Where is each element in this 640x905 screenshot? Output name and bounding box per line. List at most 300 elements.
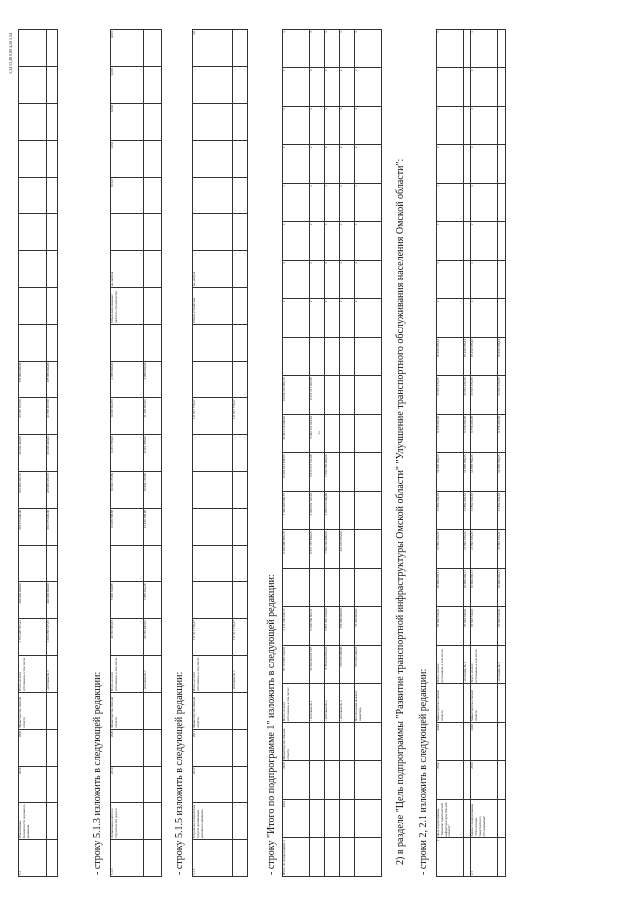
table-cell	[47, 140, 58, 177]
table-row	[324, 30, 339, 877]
table-cell: 1,063	[111, 140, 144, 177]
table-cell: 2020	[283, 761, 310, 800]
table-cell: 10 027	[111, 177, 144, 214]
table-cell: кв. метров	[111, 251, 144, 288]
table-cell	[309, 761, 324, 800]
table-cell: Организация работ по строительству дороги	[111, 803, 144, 840]
table-cell	[340, 761, 355, 800]
table-cell	[355, 376, 382, 415]
table-cell: х	[355, 30, 382, 69]
table-cell	[232, 361, 247, 398]
table-cell	[340, 800, 355, 839]
table-cell	[232, 435, 247, 472]
table-cell: 9 779 245,68	[437, 415, 464, 454]
table-cell: 21 892 333,33	[471, 530, 498, 569]
table-row-5-1	[8, 29, 58, 877]
table-cell	[47, 324, 58, 361]
table-row	[437, 30, 464, 877]
table-cell: 2014	[283, 800, 310, 839]
table-cell: х	[309, 222, 324, 261]
table-cell: 111 817 779,27	[232, 398, 247, 435]
table-cell	[232, 766, 247, 803]
table-cell: 1 600 794 998,00	[324, 530, 339, 569]
table-cell: 53 362 966 811,07	[309, 646, 324, 685]
table-cell: х	[283, 222, 310, 261]
table-cell	[111, 324, 144, 361]
table-cell: х	[471, 222, 498, 261]
table-row	[355, 30, 382, 877]
table-cell: 43 795 107,80	[19, 398, 47, 435]
table-5-1	[18, 29, 58, 877]
table-cell	[355, 569, 382, 608]
table-cell: 0,003	[111, 103, 144, 140]
table-cell	[47, 803, 58, 840]
table-cell: Министерство Омской области	[471, 684, 498, 723]
table-cell: 8 992 237 041,44	[309, 415, 324, 454]
table-cell	[232, 545, 247, 582]
table-cell: 11 892 333,33	[498, 492, 506, 531]
table-cell	[232, 472, 247, 509]
table-cell	[232, 840, 247, 877]
table-cell	[143, 692, 161, 729]
table-cell	[232, 67, 247, 104]
table-cell	[47, 67, 58, 104]
table-cell: х	[437, 107, 464, 146]
table-cell: 2017	[193, 729, 233, 766]
table-cell	[498, 261, 506, 300]
table-cell: х	[471, 107, 498, 146]
table-cell: 235 996 335,72	[19, 472, 47, 509]
table-cell	[232, 177, 247, 214]
table-cell: 2020	[471, 723, 498, 762]
table-cell: 9 779 245,68	[471, 415, 498, 454]
table-cell	[143, 67, 161, 104]
table-cell: 2017	[193, 766, 233, 803]
table-cell	[498, 145, 506, 184]
table-cell: х	[340, 184, 355, 223]
table-cell	[193, 324, 233, 361]
table-cell	[232, 214, 247, 251]
table-cell	[340, 376, 355, 415]
table-cell: х	[340, 68, 355, 107]
table-cell: 2 867 305 353,09	[324, 607, 339, 646]
table-cell: 111 817 779,27	[193, 619, 233, 656]
table-cell: 97 693 634,01	[463, 607, 471, 646]
caption-5-1-3: - строку 5.1.3 изложить в следующей редакции:	[92, 671, 103, 875]
table-cell: х	[355, 261, 382, 300]
table-cell: 235 996 335,72	[47, 472, 58, 509]
table-cell: х	[437, 30, 464, 69]
table-cell	[19, 30, 47, 67]
table-cell	[463, 145, 471, 184]
table-cell: 111 817 779,27	[232, 619, 247, 656]
table-cell: х	[355, 184, 382, 223]
page-number: 2	[318, 430, 320, 435]
table-cell	[498, 68, 506, 107]
table-cell: 40 791 845,83	[143, 619, 161, 656]
table-cell	[309, 838, 324, 877]
table-cell: 9 219 768,00	[111, 435, 144, 472]
table-cell	[47, 251, 58, 288]
table-cell: х	[309, 261, 324, 300]
table-cell: - источник № 1	[498, 646, 506, 685]
table-cell: х	[355, 68, 382, 107]
table-cell: 9 779 245,68	[463, 415, 471, 454]
table-cell: 10 099 205,11	[463, 569, 471, 608]
table-cell	[355, 338, 382, 377]
table-cell	[324, 800, 339, 839]
table-cell	[463, 261, 471, 300]
table-cell: Министерство Омской области	[19, 692, 47, 729]
table-itogo-grid	[282, 29, 382, 877]
table-cell	[19, 545, 47, 582]
table-cell	[193, 177, 233, 214]
table-cell: 43 795 107,80	[47, 398, 58, 435]
table-cell	[143, 729, 161, 766]
table-cell: 5 069 852 125,06	[309, 492, 324, 531]
table-cell	[19, 103, 47, 140]
table-cell	[498, 30, 506, 69]
table-cell: 2020	[19, 729, 47, 766]
table-cell: 18 459 578,43	[471, 338, 498, 377]
table-cell: х	[340, 107, 355, 146]
table-cell	[324, 338, 339, 377]
table-cell: 97 693 634,01	[498, 607, 506, 646]
table-row	[232, 30, 247, 877]
table-cell	[340, 569, 355, 608]
table-cell: 1 753 328 561,42	[19, 619, 47, 656]
table-cell	[324, 376, 339, 415]
table-cell: х	[471, 261, 498, 300]
table-cell: х	[355, 107, 382, 146]
table-cell: х	[324, 68, 339, 107]
table-cell	[19, 214, 47, 251]
table-cell: х	[283, 184, 310, 223]
table-cell: 18 459 578,43	[498, 338, 506, 377]
table-cell: 400 000 000,00	[19, 582, 47, 619]
table-cell	[232, 692, 247, 729]
table-cell: х	[283, 68, 310, 107]
table-cell	[19, 324, 47, 361]
table-cell: 178 989 000,00	[19, 361, 47, 398]
table-cell	[193, 214, 233, 251]
table-cell: Обеспечение безопасности дорожного движения	[19, 803, 47, 840]
table-cell: 1 650 700 000,00	[324, 453, 339, 492]
table-cell: х	[471, 145, 498, 184]
table-cell: х	[437, 222, 464, 261]
table-cell: Министерство Омской области	[111, 692, 144, 729]
table-cell: х	[324, 299, 339, 338]
table-cell: 575 643 249,03	[355, 646, 382, 685]
table-cell	[355, 530, 382, 569]
table-cell	[19, 177, 47, 214]
table-cell: 11 892 333,33	[471, 492, 498, 531]
table-cell: х	[340, 299, 355, 338]
table-cell	[19, 251, 47, 288]
table-cell	[47, 545, 58, 582]
table-cell: Министерство Омской области	[437, 684, 464, 723]
table-cell: 81 173 987 562,05	[283, 646, 310, 685]
table-cell	[19, 288, 47, 325]
table-row	[471, 30, 498, 877]
table-cell: х	[437, 184, 464, 223]
table-cell: 2	[437, 838, 464, 877]
table-cell: 14 858 790,25	[437, 453, 464, 492]
table-cell: 14 858 790,25	[471, 453, 498, 492]
caption-itogo: - строку "Итого по подпрограмме 1" изложить в следующей редакции:	[266, 574, 277, 875]
table-cell: 16 567 273,35	[437, 376, 464, 415]
table-cell: 219 638 306,00	[340, 646, 355, 685]
table-cell	[340, 453, 355, 492]
table-cell: Всего, из всех источников, в том числе:	[193, 656, 233, 693]
table-cell: х	[309, 107, 324, 146]
table-cell	[324, 723, 339, 762]
table-row	[19, 30, 47, 877]
table-cell: 7 096 320,88	[111, 582, 144, 619]
table-5-1-3	[110, 29, 162, 877]
table-cell: Задача 1 подпрограммы "Обеспечение транспортного обслуживания"	[471, 800, 498, 839]
table-cell	[324, 838, 339, 877]
table-cell: 16 567 273,35	[463, 376, 471, 415]
table-cell	[498, 107, 506, 146]
table-cell: 2,0	[193, 30, 233, 67]
table-cell	[283, 569, 310, 608]
table-row	[111, 30, 144, 877]
table-cell: 2020	[437, 723, 464, 762]
table-cell: 5.1.3	[111, 840, 144, 877]
table-cell	[355, 453, 382, 492]
table-cell: 2020	[111, 729, 144, 766]
table-cell: 55 594 903,82	[355, 607, 382, 646]
table-cell	[463, 222, 471, 261]
table-cell: - источник № 2	[324, 684, 339, 723]
table-row-5-1-5	[192, 29, 248, 877]
table-cell: 18 459 578,43	[463, 338, 471, 377]
table-cell: х	[355, 222, 382, 261]
table-cell	[143, 140, 161, 177]
table-cell	[355, 800, 382, 839]
table-cell: 21 892 333,33	[463, 530, 471, 569]
table-cell: х	[437, 145, 464, 184]
table-cell: - источник № 1	[143, 656, 161, 693]
table-cell: Устройство технических средств организации дорожного движения	[193, 803, 233, 840]
table-cell	[324, 761, 339, 800]
table-cell	[143, 803, 161, 840]
table-cell: х	[340, 222, 355, 261]
table-cell	[47, 214, 58, 251]
table-row	[309, 30, 324, 877]
table-cell	[232, 140, 247, 177]
table-cell: х	[324, 261, 339, 300]
table-cell: 10 004 176,80	[143, 472, 161, 509]
table-cell: х	[340, 30, 355, 69]
table-cell: 8 312 371 303,38	[309, 376, 324, 415]
table-cell	[143, 177, 161, 214]
table-cell: х	[437, 68, 464, 107]
table-cell: 8 671 787 860,55	[309, 530, 324, 569]
table-row	[193, 30, 233, 877]
table-cell	[143, 766, 161, 803]
caption-section-2: 2) в разделе "Цель подпрограммы "Развитие транспортной инфраструктуры Омской области" "Улучшение транспортного обслуживания населения Омской области":	[395, 158, 406, 865]
table-cell: 4 988 000,00	[143, 361, 161, 398]
table-cell	[47, 288, 58, 325]
table-cell: Объем устройства	[193, 288, 233, 325]
table-cell	[463, 68, 471, 107]
table-cell	[498, 684, 506, 723]
table-cell: х	[309, 145, 324, 184]
table-cell	[143, 545, 161, 582]
table-cell: 2014	[437, 761, 464, 800]
table-cell: 14 858 790,25	[498, 453, 506, 492]
table-cell: 16 567 273,35	[471, 376, 498, 415]
table-cell	[463, 299, 471, 338]
table-cell	[193, 361, 233, 398]
table-cell	[498, 184, 506, 223]
table-cell: 4 988 000,00	[111, 361, 144, 398]
table-cell	[193, 140, 233, 177]
table-cell: 11 892 333,33	[437, 492, 464, 531]
table-cell: 223 633 053,00	[340, 530, 355, 569]
table-cell: 10 963 316 906,95	[283, 415, 310, 454]
caption-5-1-5: - строку 5.1.5 изложить в следующей редакции:	[174, 671, 185, 875]
table-cell: х	[355, 299, 382, 338]
table-row	[283, 30, 310, 877]
table-cell: х	[309, 30, 324, 69]
table-cell	[47, 766, 58, 803]
table-cell: 1 333 258 137,35	[47, 619, 58, 656]
table-cell: 30 433 420,00	[47, 435, 58, 472]
table-cell: х	[471, 299, 498, 338]
table-cell: х	[437, 299, 464, 338]
table-cell	[193, 582, 233, 619]
table-cell	[111, 214, 144, 251]
table-cell: 13 469 798,88	[111, 508, 144, 545]
table-cell: Поступления целевого характера	[355, 684, 382, 723]
table-cell	[340, 492, 355, 531]
table-cell	[193, 435, 233, 472]
table-cell: 0,016	[111, 30, 144, 67]
table-cell: 8 554 034 053,33	[324, 646, 339, 685]
table-cell	[340, 415, 355, 454]
table-cell	[193, 508, 233, 545]
table-cell	[498, 723, 506, 762]
table-cell	[463, 107, 471, 146]
table-cell: х	[283, 261, 310, 300]
table-cell: Цель подпрограммы "Развитие транспортной инфраструктуры Омской области"	[437, 800, 464, 839]
table-cell	[143, 251, 161, 288]
table-cell	[463, 184, 471, 223]
table-cell: х	[324, 30, 339, 69]
table-cell	[193, 67, 233, 104]
table-row-5-1-3	[110, 29, 162, 877]
table-cell	[355, 838, 382, 877]
table-cell: Всего, из всех источников, в том числе:	[437, 646, 464, 685]
table-cell: Министерство Омской области	[283, 723, 310, 762]
table-cell: 7 086 024,28	[143, 582, 161, 619]
table-cell	[19, 140, 47, 177]
table-cell	[111, 545, 144, 582]
table-cell: 9 779 245,68	[498, 415, 506, 454]
table-cell: Объем выполненных работ по строительству	[111, 288, 144, 325]
table-cell: 10 004 176,80	[111, 472, 144, 509]
table-cell	[193, 103, 233, 140]
table-cell: 21 892 333,33	[437, 530, 464, 569]
table-cell: - источник № 1	[47, 656, 58, 693]
table-row	[498, 30, 506, 877]
table-cell: 9 660 980 866,79	[283, 530, 310, 569]
table-cell	[47, 692, 58, 729]
table-cell: х	[309, 184, 324, 223]
table-cell	[340, 723, 355, 762]
table-cell: 6 799 760 863,11	[309, 607, 324, 646]
table-cell: 12 062 813 848,83	[283, 453, 310, 492]
table-cell: х	[324, 107, 339, 146]
table-cell: 7 211 109 638,17	[283, 607, 310, 646]
table-cell: кв. метров	[193, 251, 233, 288]
table-cell: 363 375 000,00	[47, 508, 58, 545]
table-cell: 6 913 571 511,08	[309, 453, 324, 492]
table-cell: 10 099 205,11	[498, 569, 506, 608]
table-cell: 16 567 273,35	[498, 376, 506, 415]
table-cell: 5.1	[19, 840, 47, 877]
table-cell: 259 699 006,00	[340, 607, 355, 646]
table-row	[47, 30, 58, 877]
table-cell	[324, 415, 339, 454]
table-cell: х	[283, 107, 310, 146]
table-cell: 178 989 000,00	[47, 361, 58, 398]
table-cell	[309, 569, 324, 608]
table-goal-grid	[436, 29, 506, 877]
table-cell	[193, 545, 233, 582]
table-cell: 2014	[471, 761, 498, 800]
table-cell: 30 433 420,00	[19, 435, 47, 472]
table-5-1-5	[192, 29, 248, 877]
table-cell	[309, 338, 324, 377]
table-cell: 7 369 406 669,73	[283, 492, 310, 531]
table-cell: 363 375 000,00	[19, 508, 47, 545]
table-cell: 14 858 790,25	[463, 453, 471, 492]
table-cell	[47, 30, 58, 67]
table-cell: х	[437, 261, 464, 300]
table-cell	[283, 338, 310, 377]
table-cell: х	[471, 30, 498, 69]
table-cell	[232, 729, 247, 766]
table-cell: 10 099 205,11	[437, 569, 464, 608]
table-cell	[498, 761, 506, 800]
table-cell: 9 219 768,00	[143, 435, 161, 472]
table-row	[143, 30, 161, 877]
table-cell: 11 892 333,33	[463, 492, 471, 531]
table-cell	[232, 30, 247, 67]
table-cell	[498, 838, 506, 877]
table-cell	[143, 288, 161, 325]
table-cell	[340, 338, 355, 377]
table-cell: 2.1	[471, 838, 498, 877]
table-cell	[19, 67, 47, 104]
table-row	[340, 30, 355, 877]
table-cell	[143, 30, 161, 67]
table-cell	[309, 723, 324, 762]
table-cell: - источник № 3	[340, 684, 355, 723]
table-cell	[355, 492, 382, 531]
table-goal	[436, 29, 506, 877]
table-cell	[355, 723, 382, 762]
table-cell: х	[324, 145, 339, 184]
table-cell: 97 693 634,01	[437, 607, 464, 646]
table-cell: х	[471, 68, 498, 107]
table-cell: х	[340, 145, 355, 184]
table-cell: 97 693 634,01	[471, 607, 498, 646]
